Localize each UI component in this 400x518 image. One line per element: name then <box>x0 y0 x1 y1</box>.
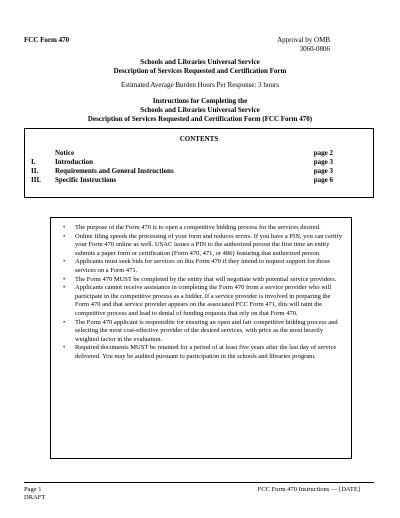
list-item: • The Form 470 MUST be completed by the entity that will negotiate with potential service providers. <box>61 276 343 285</box>
instructions-title-2: Schools and Libraries Universal Service <box>140 106 260 114</box>
burden-estimate: Estimated Average Burden Hours Per Response: 3 hours <box>121 81 279 89</box>
toc-number: II. <box>31 167 39 175</box>
key-points-box <box>50 217 352 459</box>
toc-page: page 6 <box>313 176 333 184</box>
list-item: • Applicants cannot receive assistance in completing the Form 470 from a service provider who will participate in the competitive process as a bidder. If a service provider is involved in preparing the Form 470 and that service provider appears on the associated FCC Form 471, this will taint the competitive process and lead to denial of funding requests that rely on that Form 470. <box>61 284 343 318</box>
toc-number: I. <box>31 158 36 166</box>
key-points-list <box>61 224 343 362</box>
toc-page: page 3 <box>313 167 333 175</box>
contents-box <box>24 128 374 198</box>
toc-row-introduction[interactable] <box>25 158 373 167</box>
footer-rule <box>24 482 374 483</box>
toc-number: III. <box>31 176 41 184</box>
toc-label: Introduction <box>55 158 93 166</box>
draft-label: DRAFT <box>24 494 46 501</box>
list-item: • Applicants must seek bids for services on this Form 470 if they intend to request support for those services on a Form 471. <box>61 258 343 275</box>
contents-heading: CONTENTS <box>179 135 219 143</box>
instructions-title-3: Description of Services Requested and Certification Form (FCC Form 470) <box>87 115 313 123</box>
list-item: • Required documents MUST be retained for a period of at least five years after the last day of service delivered. You may be audited pursuant to participation in the schools and libraries program. <box>61 344 343 361</box>
toc-row-notice[interactable] <box>25 149 373 158</box>
omb-number: 3060-0806 <box>299 45 330 53</box>
toc-row-specific-instructions[interactable] <box>25 176 373 185</box>
toc-row-requirements[interactable] <box>25 167 373 176</box>
page-number: Page 1 <box>24 486 42 493</box>
doc-title-1: Schools and Libraries Universal Service <box>140 58 260 66</box>
omb-approval-line1: Approval by OMB <box>277 36 330 44</box>
list-item: • The Form 470 applicant is responsible for ensuring an open and fair competitive bidding process and selecting the most cost-effective provider of the desired services, with price as the most heavily weighted factor in the evaluation. <box>61 319 343 345</box>
footer-form-date: FCC Form 470 Instructions — [DATE] <box>257 486 360 493</box>
toc-page: page 2 <box>313 149 333 157</box>
toc-label: Requirements and General Instructions <box>55 167 174 175</box>
instructions-title-1: Instructions for Completing the <box>152 97 248 105</box>
toc-page: page 3 <box>313 158 333 166</box>
toc-label: Notice <box>55 149 75 157</box>
toc-label: Specific Instructions <box>55 176 117 184</box>
contents-list <box>25 149 373 193</box>
omb-approval <box>277 36 330 54</box>
list-item: • Online filing speeds the processing of your form and reduces errors. If you have a PIN, you can certify your Form 470 online as well. USAC issues a PIN to the authorized person the first time an entity submits a paper form or certification (Form 470, 471, or 486) featuring that authorized person. <box>61 233 343 259</box>
doc-title-2: Description of Services Requested and Certification Form <box>113 67 287 75</box>
form-name: FCC Form 470 <box>24 36 70 44</box>
list-item: • The purpose of the Form 470 is to open a competitive bidding process for the services desired. <box>61 224 343 233</box>
